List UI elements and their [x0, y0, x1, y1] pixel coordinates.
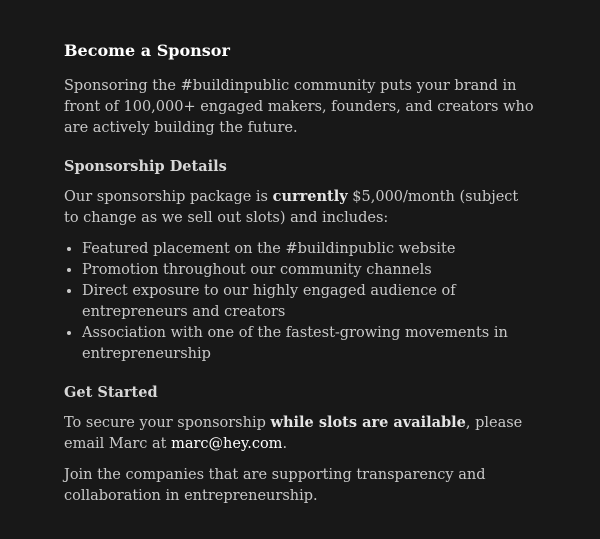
slots-available-emphasis: while slots are available [270, 414, 466, 431]
package-text-prefix: Our sponsorship package is [64, 189, 273, 205]
package-text-suffix: $5,000/month (subject to change as we sell out slots) and includes: [64, 189, 519, 226]
sponsorship-details-heading: Sponsorship Details [64, 158, 227, 175]
contact-text-suffix: . [282, 436, 288, 452]
list-item: • Promotion throughout our community channels [82, 260, 534, 281]
sponsorship-package-paragraph [64, 186, 534, 229]
contact-paragraph [64, 412, 534, 455]
page-title: Become a Sponsor [64, 41, 230, 60]
list-item: • Association with one of the fastest-growing movements in entrepreneurship [82, 323, 534, 365]
benefits-list [64, 239, 534, 365]
currently-emphasis: currently [272, 188, 348, 205]
contact-text-prefix: To secure your sponsorship [64, 415, 271, 431]
get-started-heading: Get Started [64, 384, 158, 401]
sponsor-page-content [64, 40, 534, 517]
intro-paragraph: Sponsoring the #buildinpublic community puts your brand in front of 100,000+ engaged makers, founders, and creators who are actively building the future. [64, 78, 534, 136]
closing-paragraph: Join the companies that are supporting transparency and collaboration in entrepreneurship. [64, 467, 486, 504]
contact-text-middle: , please email Marc at [64, 415, 523, 452]
email-link[interactable]: marc@hey.com [171, 436, 283, 452]
list-item: • Direct exposure to our highly engaged audience of entrepreneurs and creators [82, 281, 534, 323]
list-item: • Featured placement on the #buildinpublic website [82, 239, 534, 260]
